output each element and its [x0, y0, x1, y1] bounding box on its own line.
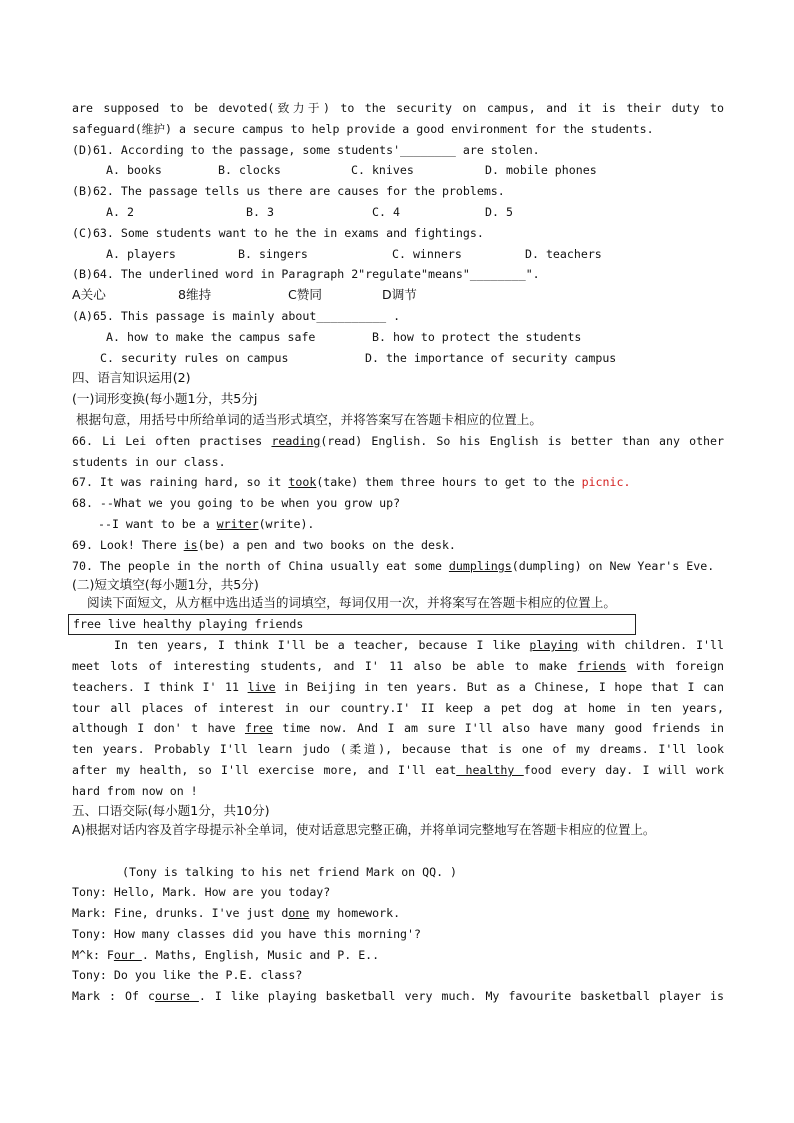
answer: live [247, 679, 276, 694]
answer: reading [271, 433, 321, 448]
passage-line: hard from now on ! [72, 783, 198, 798]
dialog-line: Mark : Of course . I like playing basketball very much. My favourite basketball player is [72, 989, 724, 1004]
passage-line: tour all places of interest in our country.I' II keep a pet dog at home in ten years, [72, 700, 724, 715]
exam-page [72, 98, 724, 1007]
q64-options [72, 285, 724, 306]
answer: dumplings [448, 558, 512, 573]
dialog-line: Tony: How many classes did you have this morning'? [72, 926, 422, 941]
passage-line: teachers. I think I' 11 live in Beijing in ten years. But as a Chinese, I hope that I can [72, 679, 724, 694]
question-67: 67. It was raining hard, so it took(take) them three hours to get to the picnic. [72, 475, 631, 490]
option: D调节 [382, 287, 417, 303]
question-70: 70. The people in the north of China usually eat some dumplings(dumpling) on New Year's Eve. [72, 558, 715, 573]
answer: our [113, 947, 142, 962]
option: C赞同 [288, 287, 322, 303]
option: C. winners [392, 246, 462, 261]
option: B. singers [238, 246, 308, 261]
subsection-title: (一)词形变换(每小题1分，共5分j [72, 391, 258, 407]
option: D. teachers [525, 246, 602, 261]
option: B. clocks [218, 163, 281, 178]
option: A. how to make the campus safe [106, 329, 316, 344]
option: D. the importance of security campus [365, 350, 617, 365]
answer: one [288, 906, 310, 921]
passage-line: safeguard(维护) a secure campus to help provide a good environment for the students. [72, 121, 654, 136]
answer: ourse [154, 989, 199, 1004]
option: 8维持 [178, 287, 212, 303]
answer: free [244, 721, 273, 736]
answer: is [183, 537, 198, 552]
question-68: 68. --What we you going to be when you grow up? [72, 496, 401, 511]
question-61: (D)61. According to the passage, some students'________ are stolen. [72, 142, 540, 157]
instruction: A)根据对话内容及首字母提示补全单词，使对话意思完整正确，并将单词完整地写在答题卡相应的位置上。 [72, 821, 656, 837]
answer: playing [529, 638, 579, 653]
q61-options [72, 160, 724, 181]
question-64: (B)64. The underlined word in Paragraph 2"regulate"means"________". [72, 267, 540, 282]
q63-options [72, 244, 724, 265]
dialog-line: Mark: Fine, drunks. I've just done my homework. [72, 906, 401, 921]
q65-options-row2 [72, 348, 724, 369]
instruction: 根据句意，用括号中所给单词的适当形式填空，并将答案写在答题卡相应的位置上。 [76, 411, 542, 427]
option: C. security rules on campus [100, 350, 289, 365]
dialog-line: Tony: Hello, Mark. How are you today? [72, 885, 331, 900]
option: D. mobile phones [485, 163, 597, 178]
option: B. how to protect the students [372, 329, 582, 344]
answer: took [288, 475, 317, 490]
q62-options [72, 202, 724, 223]
question-63: (C)63. Some students want to he the in exams and fightings. [72, 225, 484, 240]
option: A关心 [72, 287, 106, 303]
answer: writer [216, 516, 259, 531]
question-66-cont: students in our class. [72, 454, 226, 469]
instruction: 阅读下面短文，从方框中选出适当的词填空，每词仅用一次，并将案写在答题卡相应的位置上。 [87, 595, 616, 611]
subsection-title: (二)短文填空(每小题1分，共5分) [72, 577, 259, 593]
question-68-reply: --I want to be a writer(write). [98, 516, 315, 531]
option: D. 5 [485, 204, 513, 219]
passage-line: are supposed to be devoted(致力于) to the security on campus, and it is their duty to [72, 101, 724, 115]
answer: healthy [456, 762, 524, 777]
option: B. 3 [246, 204, 274, 219]
word-box: free live healthy playing friends [68, 614, 636, 635]
section-title: 五、口语交际(每小题1分，共10分) [72, 802, 270, 818]
option: A. 2 [106, 204, 134, 219]
q65-options-row1 [72, 327, 724, 348]
passage-line: ten years. Probably I'll learn judo (柔道), because that is one of my dreams. I'll look [72, 742, 724, 757]
passage-line: after my health, so I'll exercise more, and I'll eat healthy food every day. I will work [72, 762, 724, 777]
question-65: (A)65. This passage is mainly about__________ . [72, 308, 401, 323]
option: A. players [106, 246, 176, 261]
passage-line: although I don' t have free time now. And I am sure I'll also have many good friends in [72, 721, 724, 736]
question-62: (B)62. The passage tells us there are causes for the problems. [72, 184, 505, 199]
dialog-intro: (Tony is talking to his net friend Mark on QQ. ) [122, 864, 458, 879]
dialog-line: Tony: Do you like the P.E. class? [72, 968, 303, 983]
answer: friends [577, 658, 627, 673]
passage-line: In ten years, I think I'll be a teacher, because I like playing with children. I'll [114, 638, 724, 653]
section-title: 四、语言知识运用(2) [72, 370, 191, 386]
passage-line: meet lots of interesting students, and I' 11 also be able to make friends with foreign [72, 658, 724, 673]
option: C. knives [351, 163, 414, 178]
option: A. books [106, 163, 162, 178]
question-69: 69. Look! There is(be) a pen and two books on the desk. [72, 537, 456, 552]
dialog-line: M^k: Four . Maths, English, Music and P. E.. [72, 947, 380, 962]
option: C. 4 [372, 204, 400, 219]
question-66: 66. Li Lei often practises reading(read) English. So his English is better than any other [72, 433, 724, 448]
